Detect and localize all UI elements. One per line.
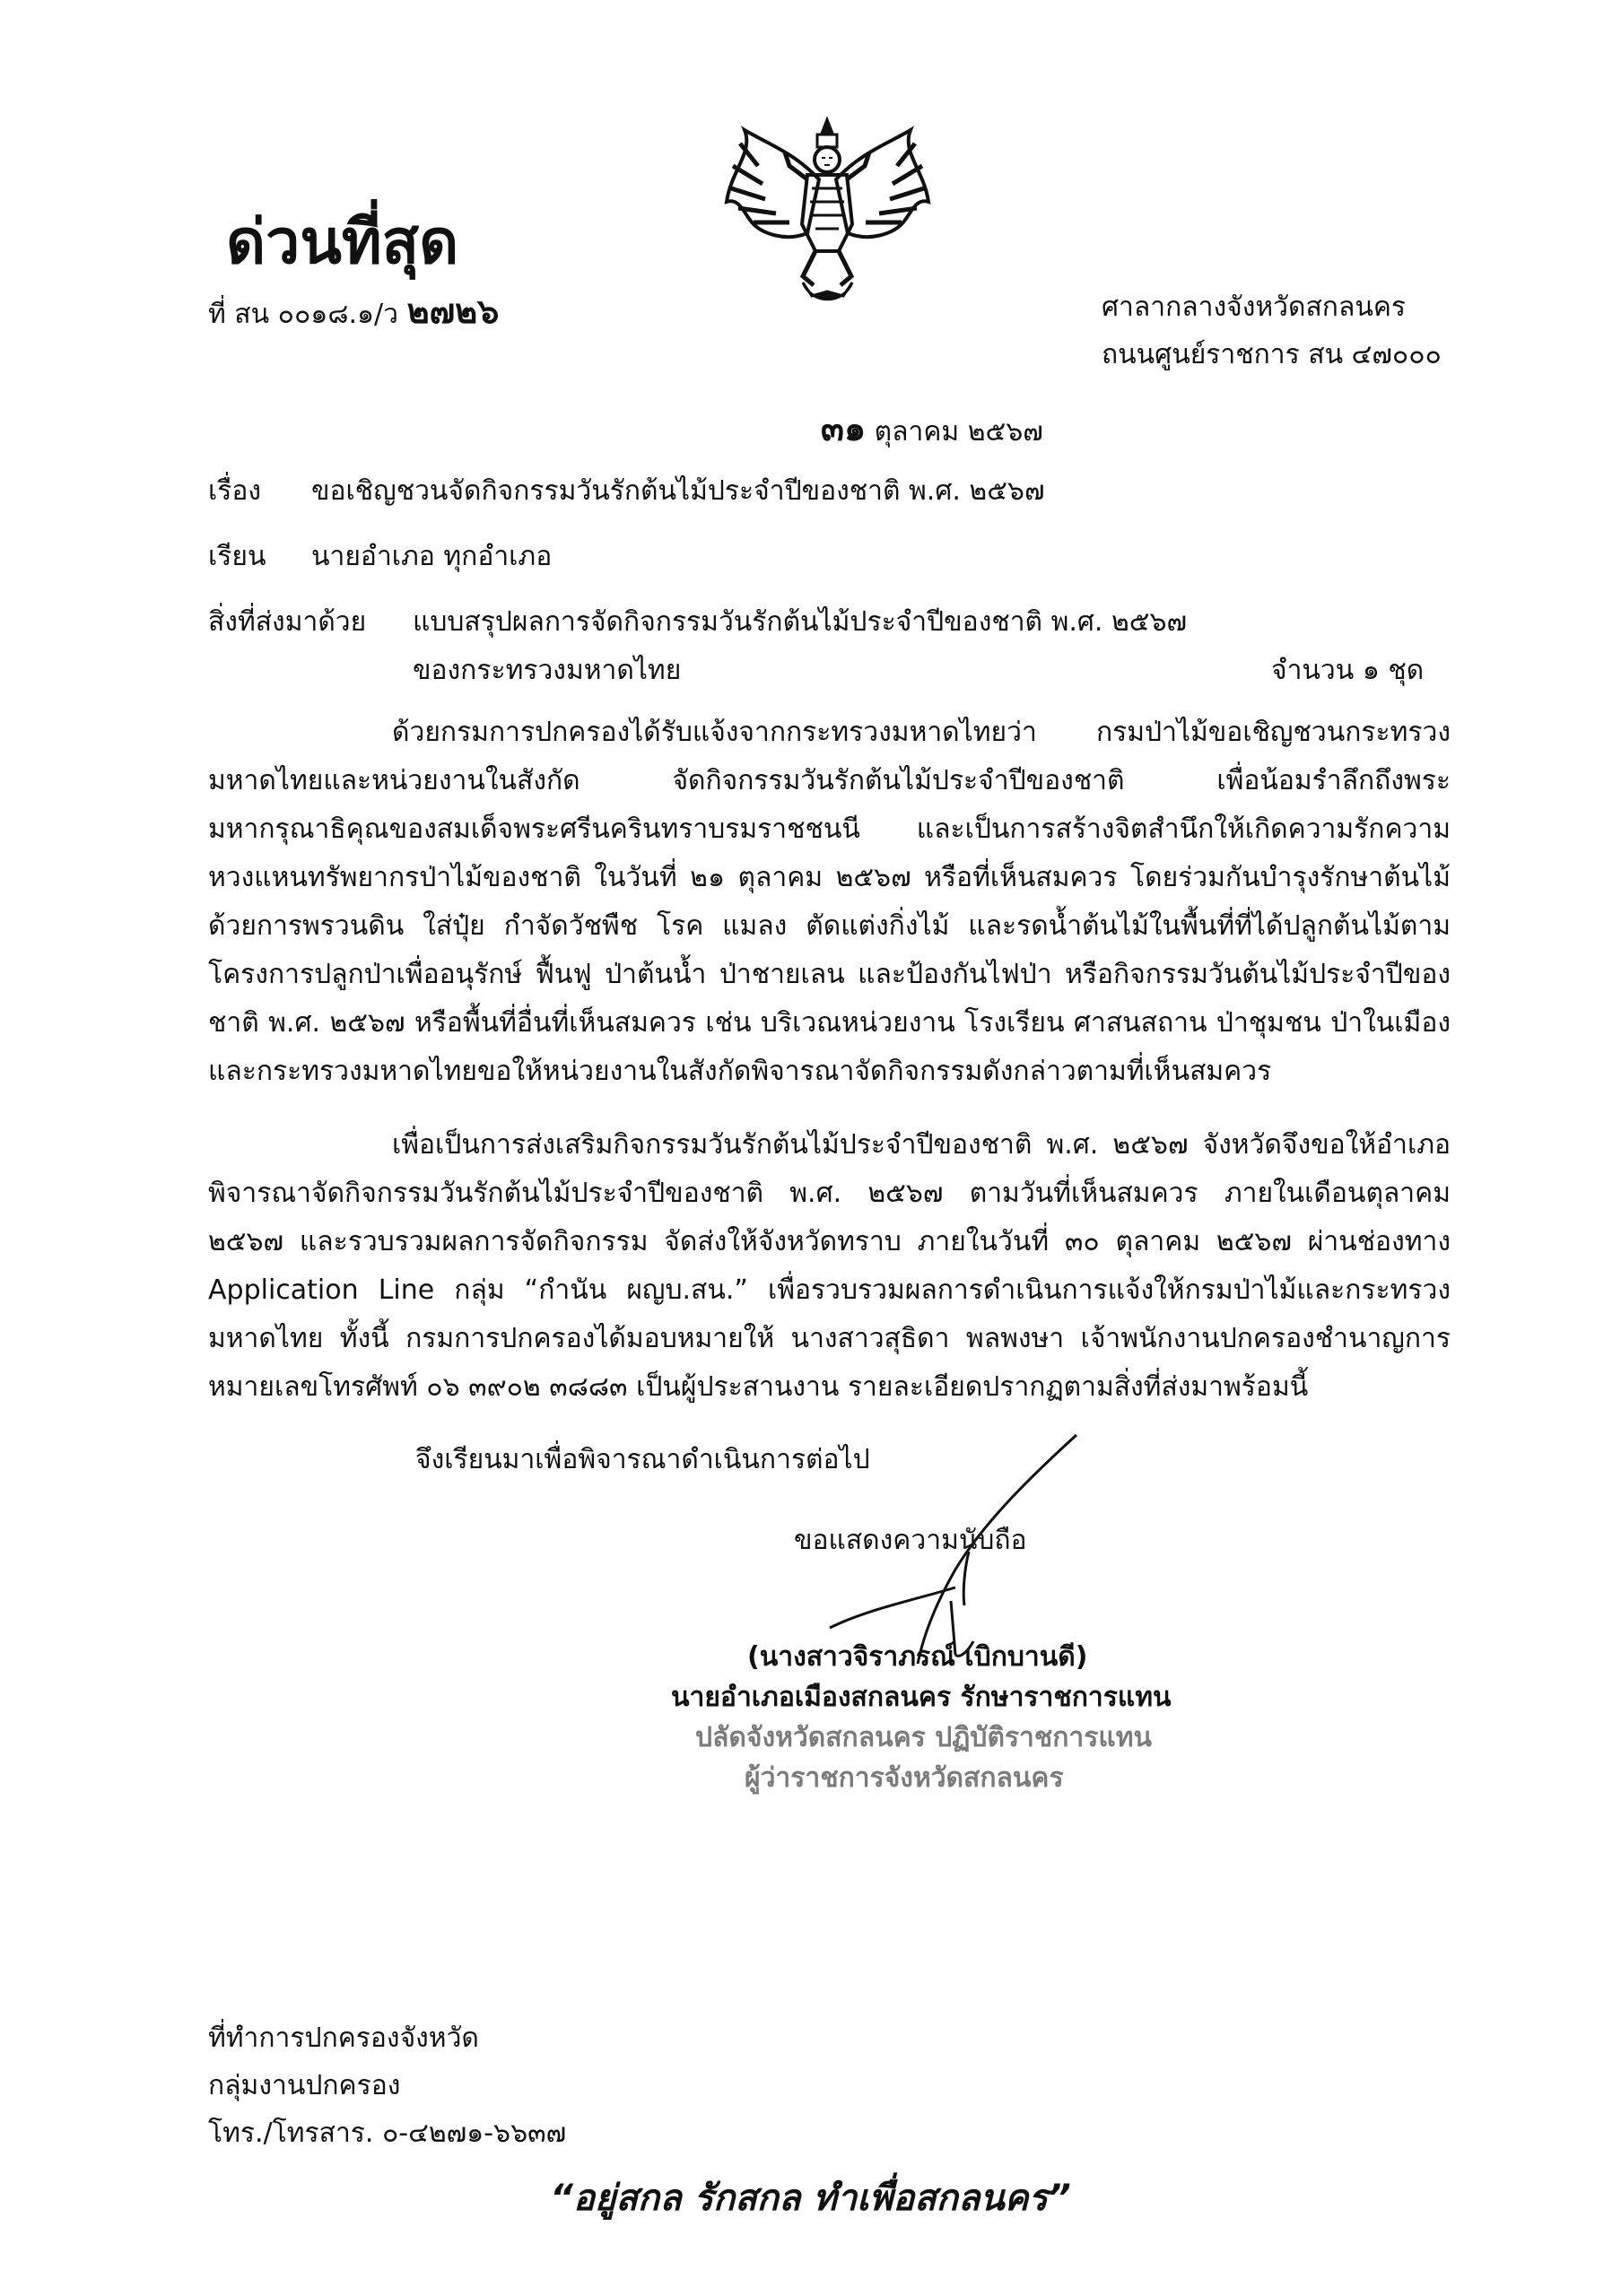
closing-sentence: จึงเรียนมาเพื่อพิจารณาดำเนินการต่อไป [415, 1444, 870, 1475]
reference-number: ๒๗๒๖ [406, 291, 500, 331]
date-day: ๓๑ [821, 409, 867, 448]
signatory-position-2: ปลัดจังหวัดสกลนคร ปฏิบัติราชการแทน [695, 1722, 1153, 1753]
enclosure-label: สิ่งที่ส่งมาด้วย [208, 606, 367, 638]
reference-label: ที่ สน ๐๐๑๘.๑/ว [208, 299, 399, 330]
recipient-label: เรียน [208, 541, 266, 572]
garuda-emblem-icon [713, 117, 942, 309]
body-paragraph-2: เพื่อเป็นการส่งเสริมกิจกรรมวันรักต้นไม้ประจำปีของชาติ พ.ศ. ๒๕๖๗ จังหวัดจึงขอให้อำเภอพิจารณาจัดกิจกรรมวันรักต้นไม้ประจำปีของชาติ พ.ศ. ๒๕๖๗ ตามวันที่เห็นสมควร ภายในเดือนตุลาคม ๒๕๖๗ และรวบรวมผลการจัดกิจกรรม จัดส่งให้จังหวัดทราบ ภายในวันที่ ๓๐ ตุลาคม ๒๕๖๗ ผ่านช่องทาง Application Line กลุ่ม “กำนัน ผญบ.สน.” เพื่อรวบรวมผลการดำเนินการแจ้งให้กรมป่าไม้และกระทรวงมหาดไทย ทั้งนี้ กรมการปกครองได้มอบหมายให้ นางสาวสุธิดา พลพงษา เจ้าพนักงานปกครองชำนาญการ หมายเลขโทรศัพท์ ๐๖ ๓๙๐๒ ๓๘๘๓ เป็นผู้ประสานงาน รายละเอียดปรากฏตามสิ่งที่ส่งมาพร้อมนี้ [208, 1129, 1451, 1403]
signatory-name: (นางสาวจิราภรณ์ เบิกบานดี) [747, 1641, 1088, 1673]
signatory-position-1: นายอำเภอเมืองสกลนคร รักษาราชการแทน [671, 1682, 1172, 1713]
reference-line [208, 291, 499, 333]
body-paragraph-1: ด้วยกรมการปกครองได้รับแจ้งจากกระทรวงมหาดไทยว่า กรมป่าไม้ขอเชิญชวนกระทรวงมหาดไทยและหน่วยงานในสังกัด จัดกิจกรรมวันรักต้นไม้ประจำปีของชาติ เพื่อน้อมรำลึกถึงพระมหากรุณาธิคุณของสมเด็จพระศรีนครินทราบรมราชชนนี และเป็นการสร้างจิตสำนึกให้เกิดความรักความหวงแหนทรัพยากรป่าไม้ของชาติ ในวันที่ ๒๑ ตุลาคม ๒๕๖๗ หรือที่เห็นสมควร โดยร่วมกันบำรุงรักษาต้นไม้ด้วยการพรวนดิน ใส่ปุ๋ย กำจัดวัชพืช โรค แมลง ตัดแต่งกิ่งไม้ และรดน้ำต้นไม้ในพื้นที่ที่ได้ปลูกต้นไม้ตามโครงการปลูกป่าเพื่ออนุรักษ์ ฟื้นฟู ป่าต้นน้ำ ป่าชายเลน และป้องกันไฟป่า หรือกิจกรรมวันต้นไม้ประจำปีของชาติ พ.ศ. ๒๕๖๗ หรือพื้นที่อื่นที่เห็นสมควร เช่น บริเวณหน่วยงาน โรงเรียน ศาสนสถาน ป่าชุมชน ป่าในเมือง และกระทรวงมหาดไทยขอให้หน่วยงานในสังกัดพิจารณาจัดกิจกรรมดังกล่าวตามที่เห็นสมควร [208, 717, 1451, 1087]
enclosure-quantity: จำนวน ๑ ชุด [1271, 655, 1425, 686]
office-address-line1: ศาลากลางจังหวัดสกลนคร [1102, 291, 1407, 323]
urgency-heading: ด่วนที่สุด [226, 206, 459, 278]
enclosure-line2: ของกระทรวงมหาดไทย [413, 655, 682, 686]
provincial-motto: “อยู่สกล รักสกล ทำเพื่อสกลนคร” [550, 2178, 1071, 2219]
office-address-line2: ถนนศูนย์ราชการ สน ๔๗๐๐๐ [1102, 339, 1442, 370]
subject-label: เรื่อง [208, 475, 262, 507]
document-date [821, 409, 1043, 450]
signatory-position-3: ผู้ว่าราชการจังหวัดสกลนคร [745, 1762, 1064, 1794]
footer-office: ที่ทำการปกครองจังหวัด [208, 2022, 479, 2054]
enclosure-line1: แบบสรุปผลการจัดกิจกรรมวันรักต้นไม้ประจำปีของชาติ พ.ศ. ๒๕๖๗ [413, 606, 1188, 638]
footer-group: กลุ่มงานปกครอง [208, 2070, 401, 2101]
salutation: ขอแสดงความนับถือ [794, 1525, 1027, 1556]
date-month-year: ตุลาคม ๒๕๖๗ [874, 416, 1043, 448]
footer-phone: โทร./โทรสาร. ๐-๔๒๗๑-๖๖๓๗ [208, 2118, 567, 2149]
subject-text: ขอเชิญชวนจัดกิจกรรมวันรักต้นไม้ประจำปีของชาติ พ.ศ. ๒๕๖๗ [311, 475, 1045, 507]
recipient-text: นายอำเภอ ทุกอำเภอ [311, 541, 553, 572]
